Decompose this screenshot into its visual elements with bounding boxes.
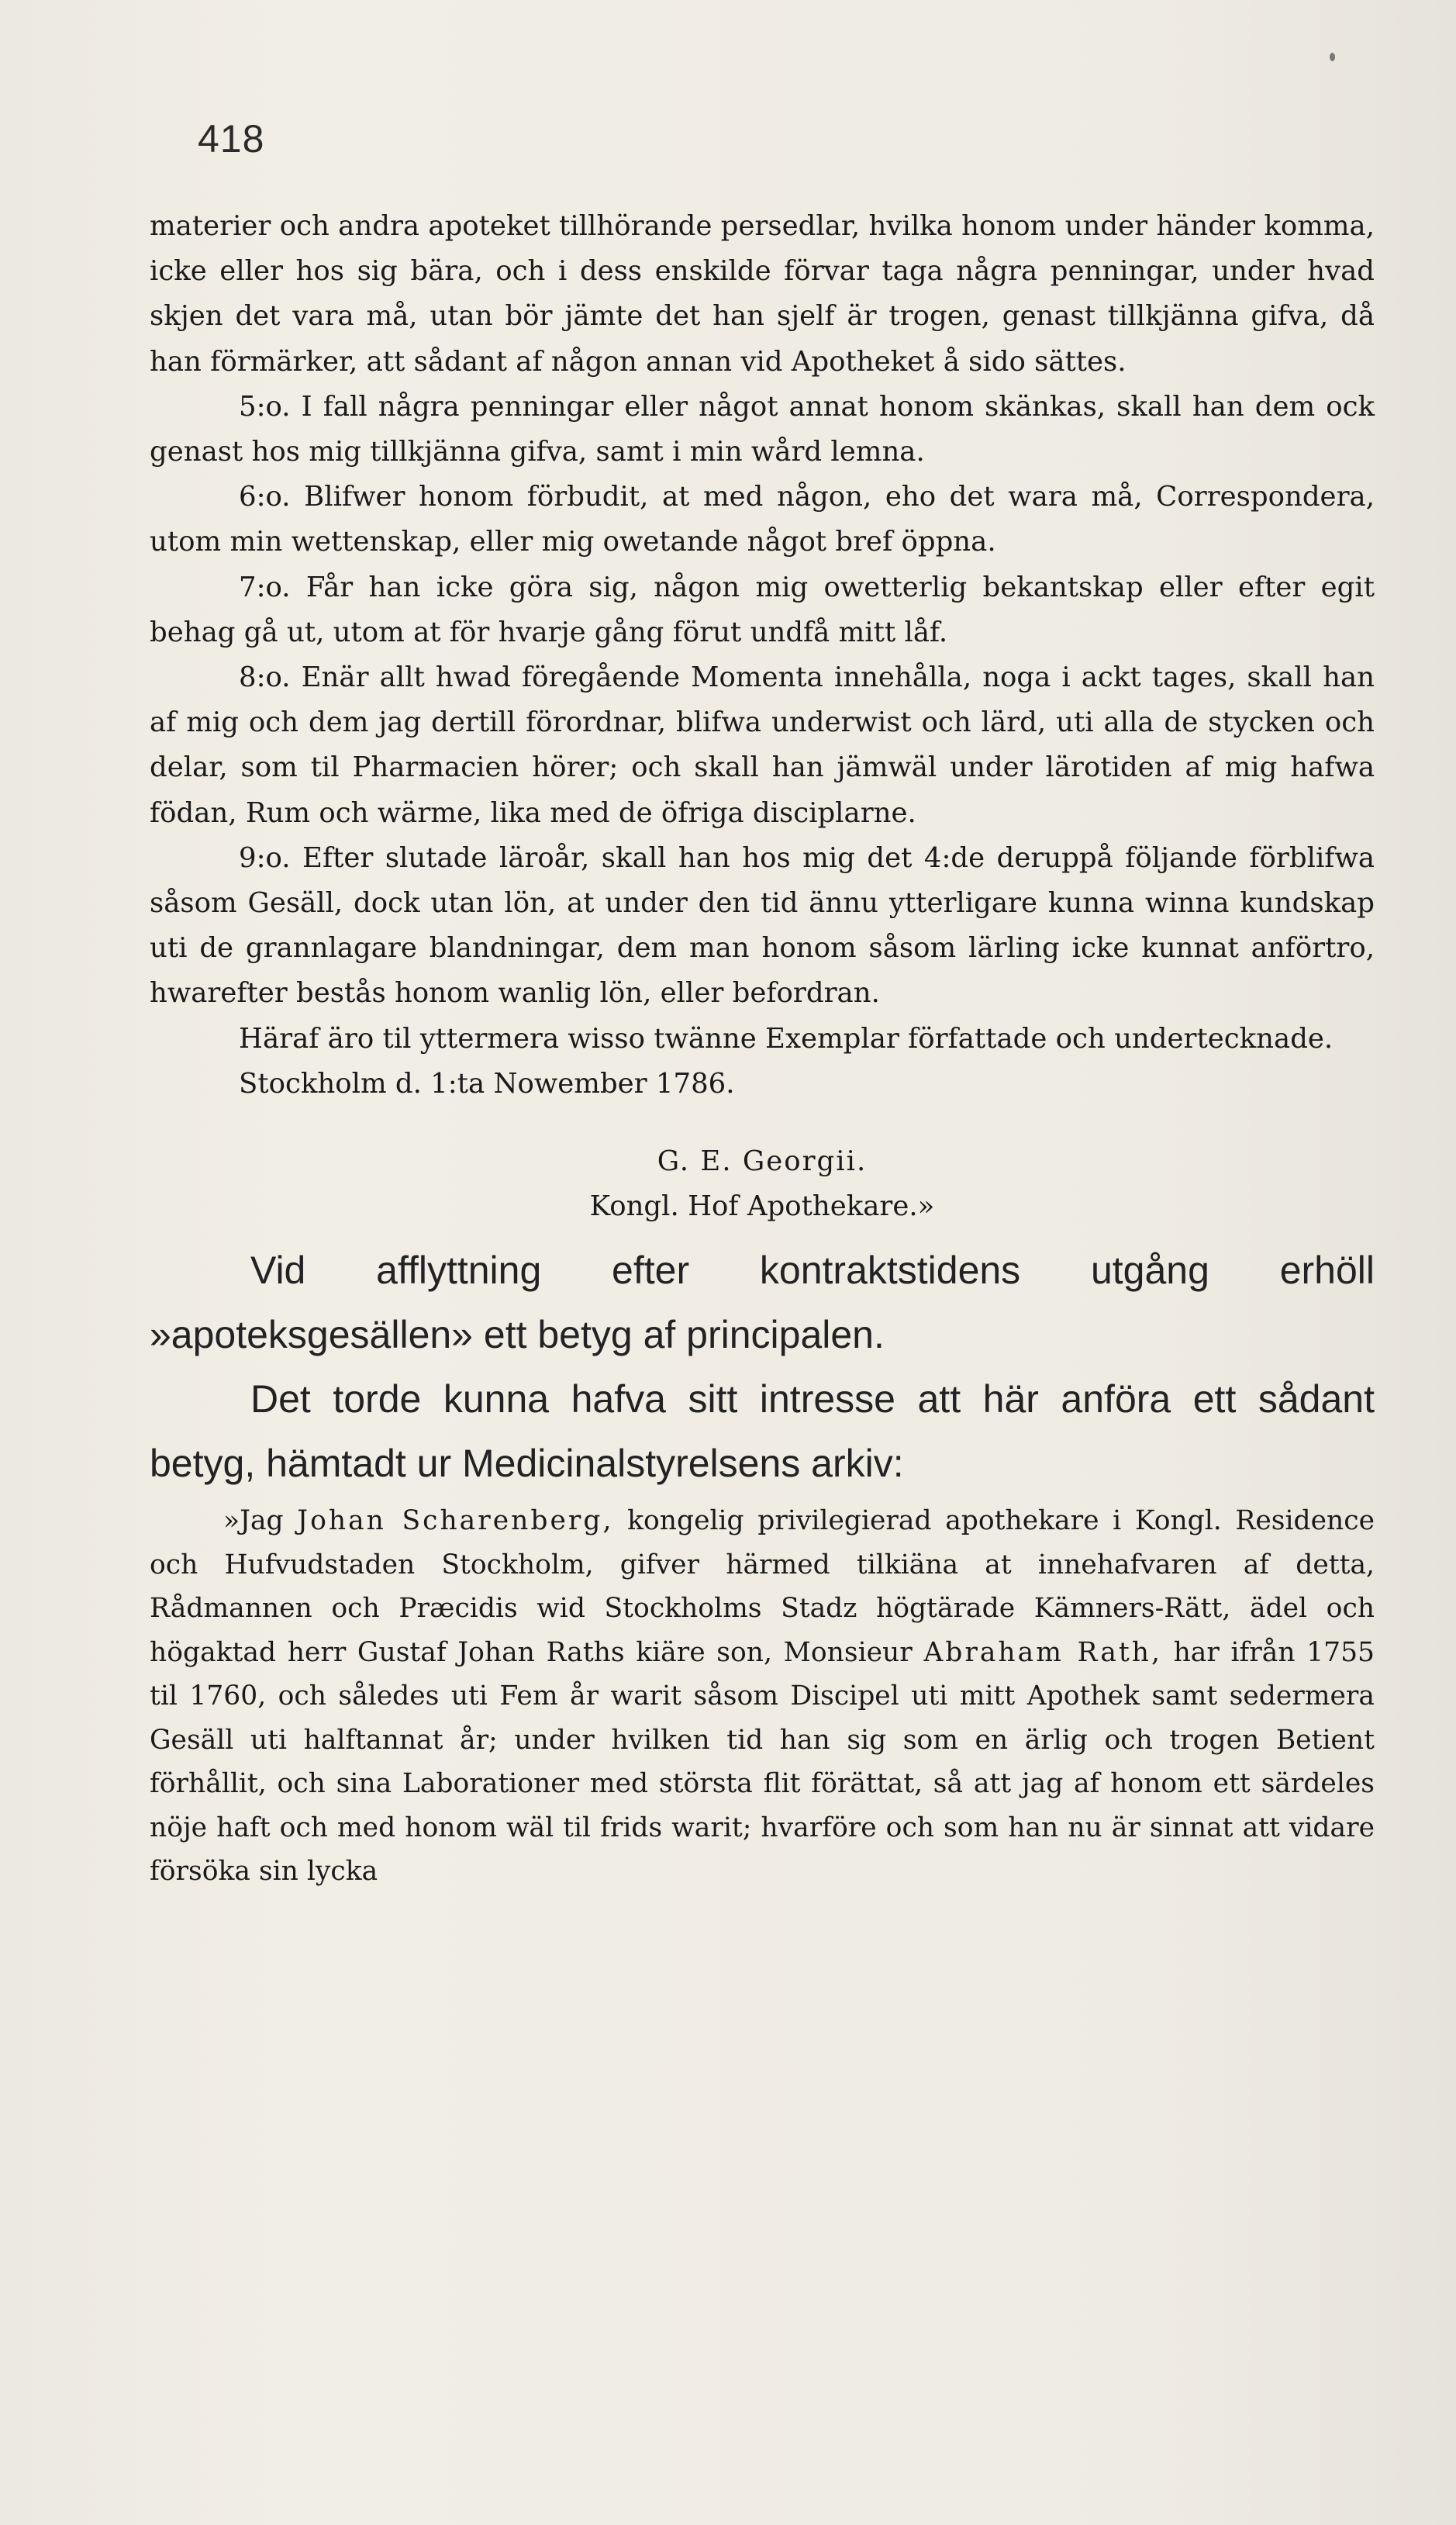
letter-text-part-2: har ifrån 1755 til 1760, och således uti Fem år warit såsom Discipel uti mitt Apothek samt sedermera Gesäll uti halftannat år; under hvilken tid han sig som en ärlig och trogen Betient förhållit, och sina Laborationer med största flit förättat, så att jag af honom ett särdeles nöje haft och med honom wäl til frids warit; hvarföre och som han nu är sinnat att vidare försöka sin lycka [150, 1636, 1375, 1888]
paragraph-date: Stockholm d. 1:ta Nowember 1786. [239, 1067, 735, 1100]
page-number: 418 [198, 117, 265, 161]
letter-text-part-1: kongelig privilegierad apothekare i Kongl. Residence och Hufvudstaden Stockholm, gifver härmed tilkiäna at innehafvaren af detta, Rådmannen och Præcidis wid Stockholms Stadz högtärade Kämners-Rätt, ädel och högaktad herr Gustaf Johan Raths kiäre son, Monsieur [150, 1505, 1375, 1668]
signature-title: Kongl. Hof Apothekare.» [589, 1190, 935, 1223]
signature-block [150, 1139, 1375, 1229]
letter-opening: »Jag [223, 1505, 284, 1537]
paragraph-article-9: 9:o. Efter slutade läroår, skall han hos mig det 4:de deruppå följande förblifwa såsom Gesäll, dock utan lön, at under den tid ännu ytterligare kunna winna kundskap uti de grannlagare blandningar, dem man honom såsom lärling icke kunnat anförtro, hwarefter bestås honom wanlig lön, eller befordran. [150, 841, 1375, 1010]
certificate-paragraph [150, 1499, 1375, 1894]
contract-text [150, 204, 1375, 1894]
paragraph-article-6: 6:o. Blifwer honom förbudit, at med någon, eho det wara må, Correspondera, utom min wettenskap, eller mig owetande något bref öppna. [150, 481, 1375, 558]
paragraph-article-5: 5:o. I fall några penningar eller något annat honom skänkas, skall han dem ock genast hos mig tillkjänna gifva, samt i min wård lemna. [150, 390, 1375, 468]
paragraph-article-8: 8:o. Enär allt hwad föregående Momenta innehålla, noga i ackt tages, skall han af mig och dem jag dertill förordnar, blifwa underwist och lärd, uti alla de stycken och delar, som til Pharmacien hörer; och skall han jämwäl under lärotiden af mig hafwa födan, Rum och wärme, lika med de öfriga disciplarne. [150, 661, 1375, 829]
editorial-commentary [150, 1238, 1375, 1496]
paragraph-attestation: Häraf äro til yttermera wisso twänne Exemplar författade och undertecknade. [239, 1022, 1334, 1055]
paragraph-continuation: materier och andra apoteket tillhörande persedlar, hvilka honom under händer komma, icke eller hos sig bära, och i dess enskilde förvar taga några penningar, under hvad skjen det vara må, utan bör jämte det han sjelf är trogen, genast tillkjänna gifva, då han förmärker, att sådant af någon annan vid Apotheket å sido sättes. [150, 210, 1375, 378]
letter-subject: Abraham Rath, [923, 1636, 1162, 1668]
paragraph-article-7: 7:o. Får han icke göra sig, någon mig owetterlig bekantskap eller efter egit behag gå ut, utom at för hvarje gång förut undfå mitt låf. [150, 571, 1375, 648]
commentary-paragraph: Det torde kunna hafva sitt intresse att här anföra ett sådant betyg, hämtadt ur Medicinalstyrelsens arkiv: [150, 1377, 1375, 1486]
commentary-paragraph: Vid afflyttning efter kontraktstidens utgång erhöll »apoteksgesällen» ett betyg af principalen. [150, 1249, 1375, 1357]
ink-speck [1330, 53, 1335, 61]
signature-name: G. E. Georgii. [657, 1145, 868, 1178]
letter-author: Johan Scharenberg, [297, 1505, 614, 1537]
certificate-letter [150, 1499, 1375, 1894]
